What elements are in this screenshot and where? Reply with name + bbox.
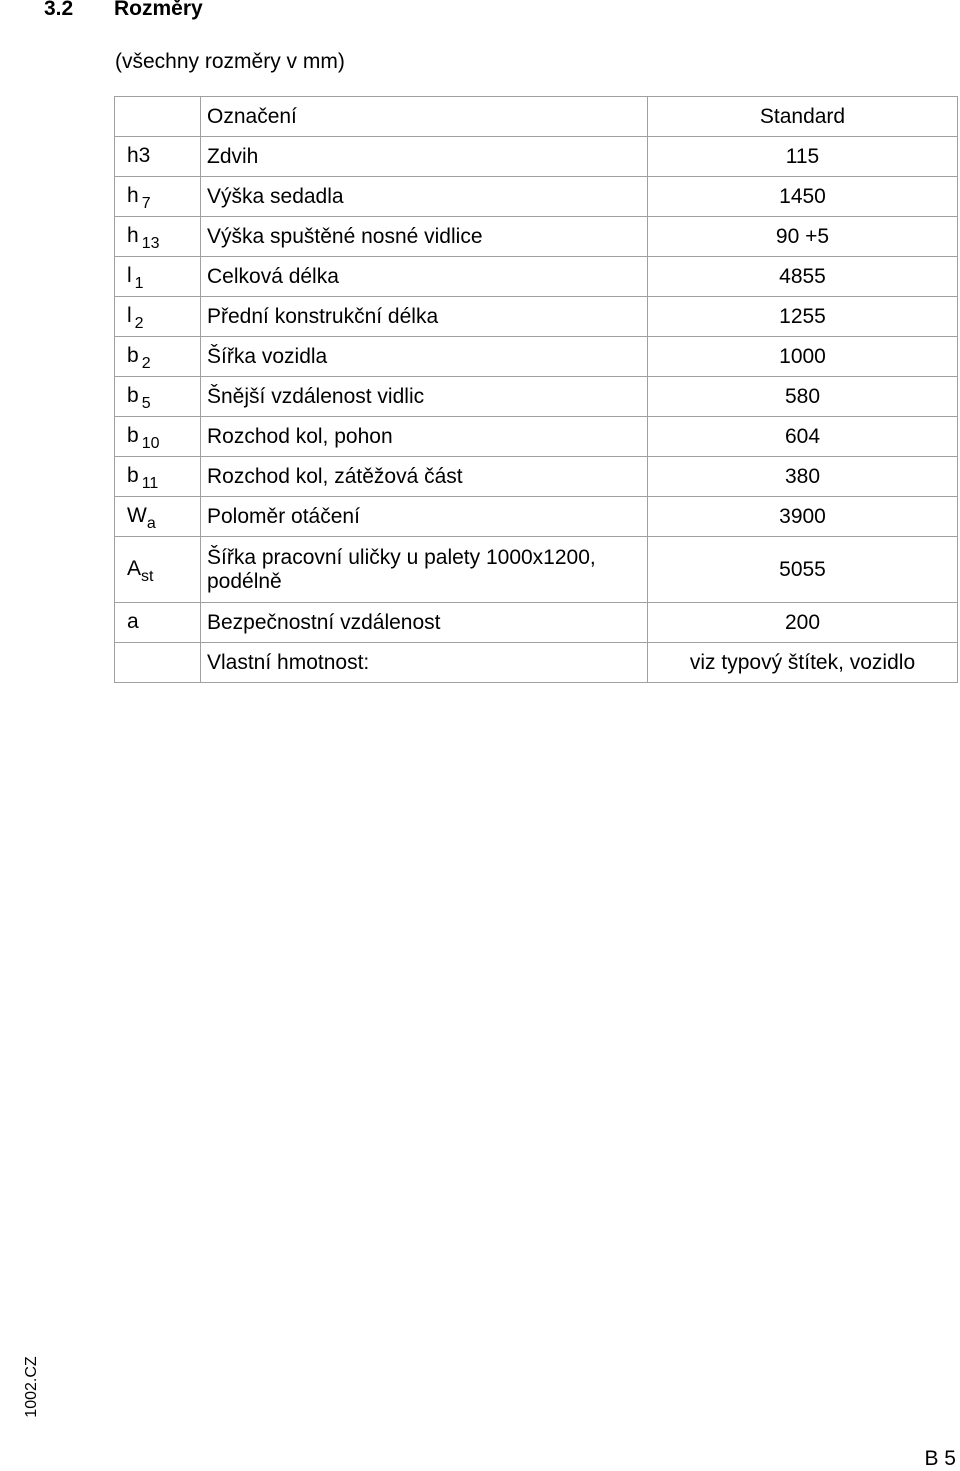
table-row: [115, 377, 958, 417]
row-value: 380: [648, 457, 958, 497]
row-symbol: [115, 497, 201, 537]
table-row: [115, 177, 958, 217]
row-value: 1255: [648, 297, 958, 337]
symbol-subscript: st: [141, 567, 154, 585]
symbol-subscript: 5: [141, 394, 151, 412]
page-number: B 5: [924, 1447, 956, 1470]
row-value: 200: [648, 603, 958, 643]
symbol-subscript: 1: [134, 274, 144, 292]
symbol-subscript: 2: [141, 354, 151, 372]
symbol-letter: h: [127, 223, 139, 247]
row-name: Zdvih: [201, 137, 648, 177]
row-symbol: [115, 257, 201, 297]
symbol-letter: A: [127, 556, 142, 580]
symbol-letter: l: [127, 263, 132, 287]
symbol-subscript: a: [146, 514, 156, 532]
table-row: [115, 457, 958, 497]
table-row: [115, 537, 958, 603]
section-number: 3.2: [44, 0, 74, 20]
row-value: 3900: [648, 497, 958, 537]
row-name: Rozchod kol, pohon: [201, 417, 648, 457]
symbol-subscript: 13: [141, 234, 160, 252]
symbol-letter: a: [127, 609, 139, 633]
symbol-letter: h3: [127, 143, 151, 167]
symbol-letter: b: [127, 383, 139, 407]
row-symbol: [115, 603, 201, 643]
row-value: 580: [648, 377, 958, 417]
row-name: Poloměr otáčení: [201, 497, 648, 537]
symbol-letter: h: [127, 183, 139, 207]
section-title: Rozměry: [114, 0, 203, 20]
row-value: 4855: [648, 257, 958, 297]
row-value: 90 +5: [648, 217, 958, 257]
symbol-subscript: 2: [134, 314, 144, 332]
symbol-letter: b: [127, 423, 139, 447]
table-row: [115, 257, 958, 297]
row-symbol: [115, 457, 201, 497]
table-row: [115, 497, 958, 537]
units-note: (všechny rozměry v mm): [115, 50, 345, 73]
section-heading: [44, 0, 203, 21]
row-name: Přední konstrukční délka: [201, 297, 648, 337]
row-value: viz typový štítek, vozidlo: [648, 643, 958, 683]
symbol-subscript: 7: [141, 194, 151, 212]
row-name: Šířka pracovní uličky u palety 1000x1200, podélně: [201, 537, 648, 603]
header-designation: Označení: [201, 97, 648, 137]
table-row: [115, 337, 958, 377]
row-name: Šířka vozidla: [201, 337, 648, 377]
row-name: Vlastní hmotnost:: [201, 643, 648, 683]
row-symbol: [115, 217, 201, 257]
symbol-letter: b: [127, 463, 139, 487]
row-name: Celková délka: [201, 257, 648, 297]
symbol-subscript: 11: [141, 474, 159, 492]
symbol-letter: W: [127, 503, 147, 527]
symbol-letter: b: [127, 343, 139, 367]
row-value: 1000: [648, 337, 958, 377]
table-row: [115, 417, 958, 457]
symbol-subscript: 10: [141, 434, 160, 452]
table-header-row: [115, 97, 958, 137]
table-row: [115, 297, 958, 337]
table-row: [115, 643, 958, 683]
row-symbol: [115, 643, 201, 683]
row-symbol: [115, 177, 201, 217]
row-name: Šnější vzdálenost vidlic: [201, 377, 648, 417]
header-symbol-cell: [115, 97, 201, 137]
row-symbol: [115, 137, 201, 177]
row-name: Rozchod kol, zátěžová část: [201, 457, 648, 497]
row-symbol: [115, 377, 201, 417]
row-symbol: [115, 537, 201, 603]
header-standard: Standard: [648, 97, 958, 137]
table-row: [115, 217, 958, 257]
row-name: Výška spuštěné nosné vidlice: [201, 217, 648, 257]
table-row: [115, 603, 958, 643]
symbol-letter: l: [127, 303, 132, 327]
row-value: 5055: [648, 537, 958, 603]
row-name: Bezpečnostní vzdálenost: [201, 603, 648, 643]
dimensions-table: [114, 96, 958, 683]
row-value: 115: [648, 137, 958, 177]
row-symbol: [115, 297, 201, 337]
row-symbol: [115, 337, 201, 377]
row-value: 1450: [648, 177, 958, 217]
document-code: 1002.CZ: [23, 1356, 40, 1418]
row-symbol: [115, 417, 201, 457]
row-value: 604: [648, 417, 958, 457]
table-row: [115, 137, 958, 177]
row-name: Výška sedadla: [201, 177, 648, 217]
